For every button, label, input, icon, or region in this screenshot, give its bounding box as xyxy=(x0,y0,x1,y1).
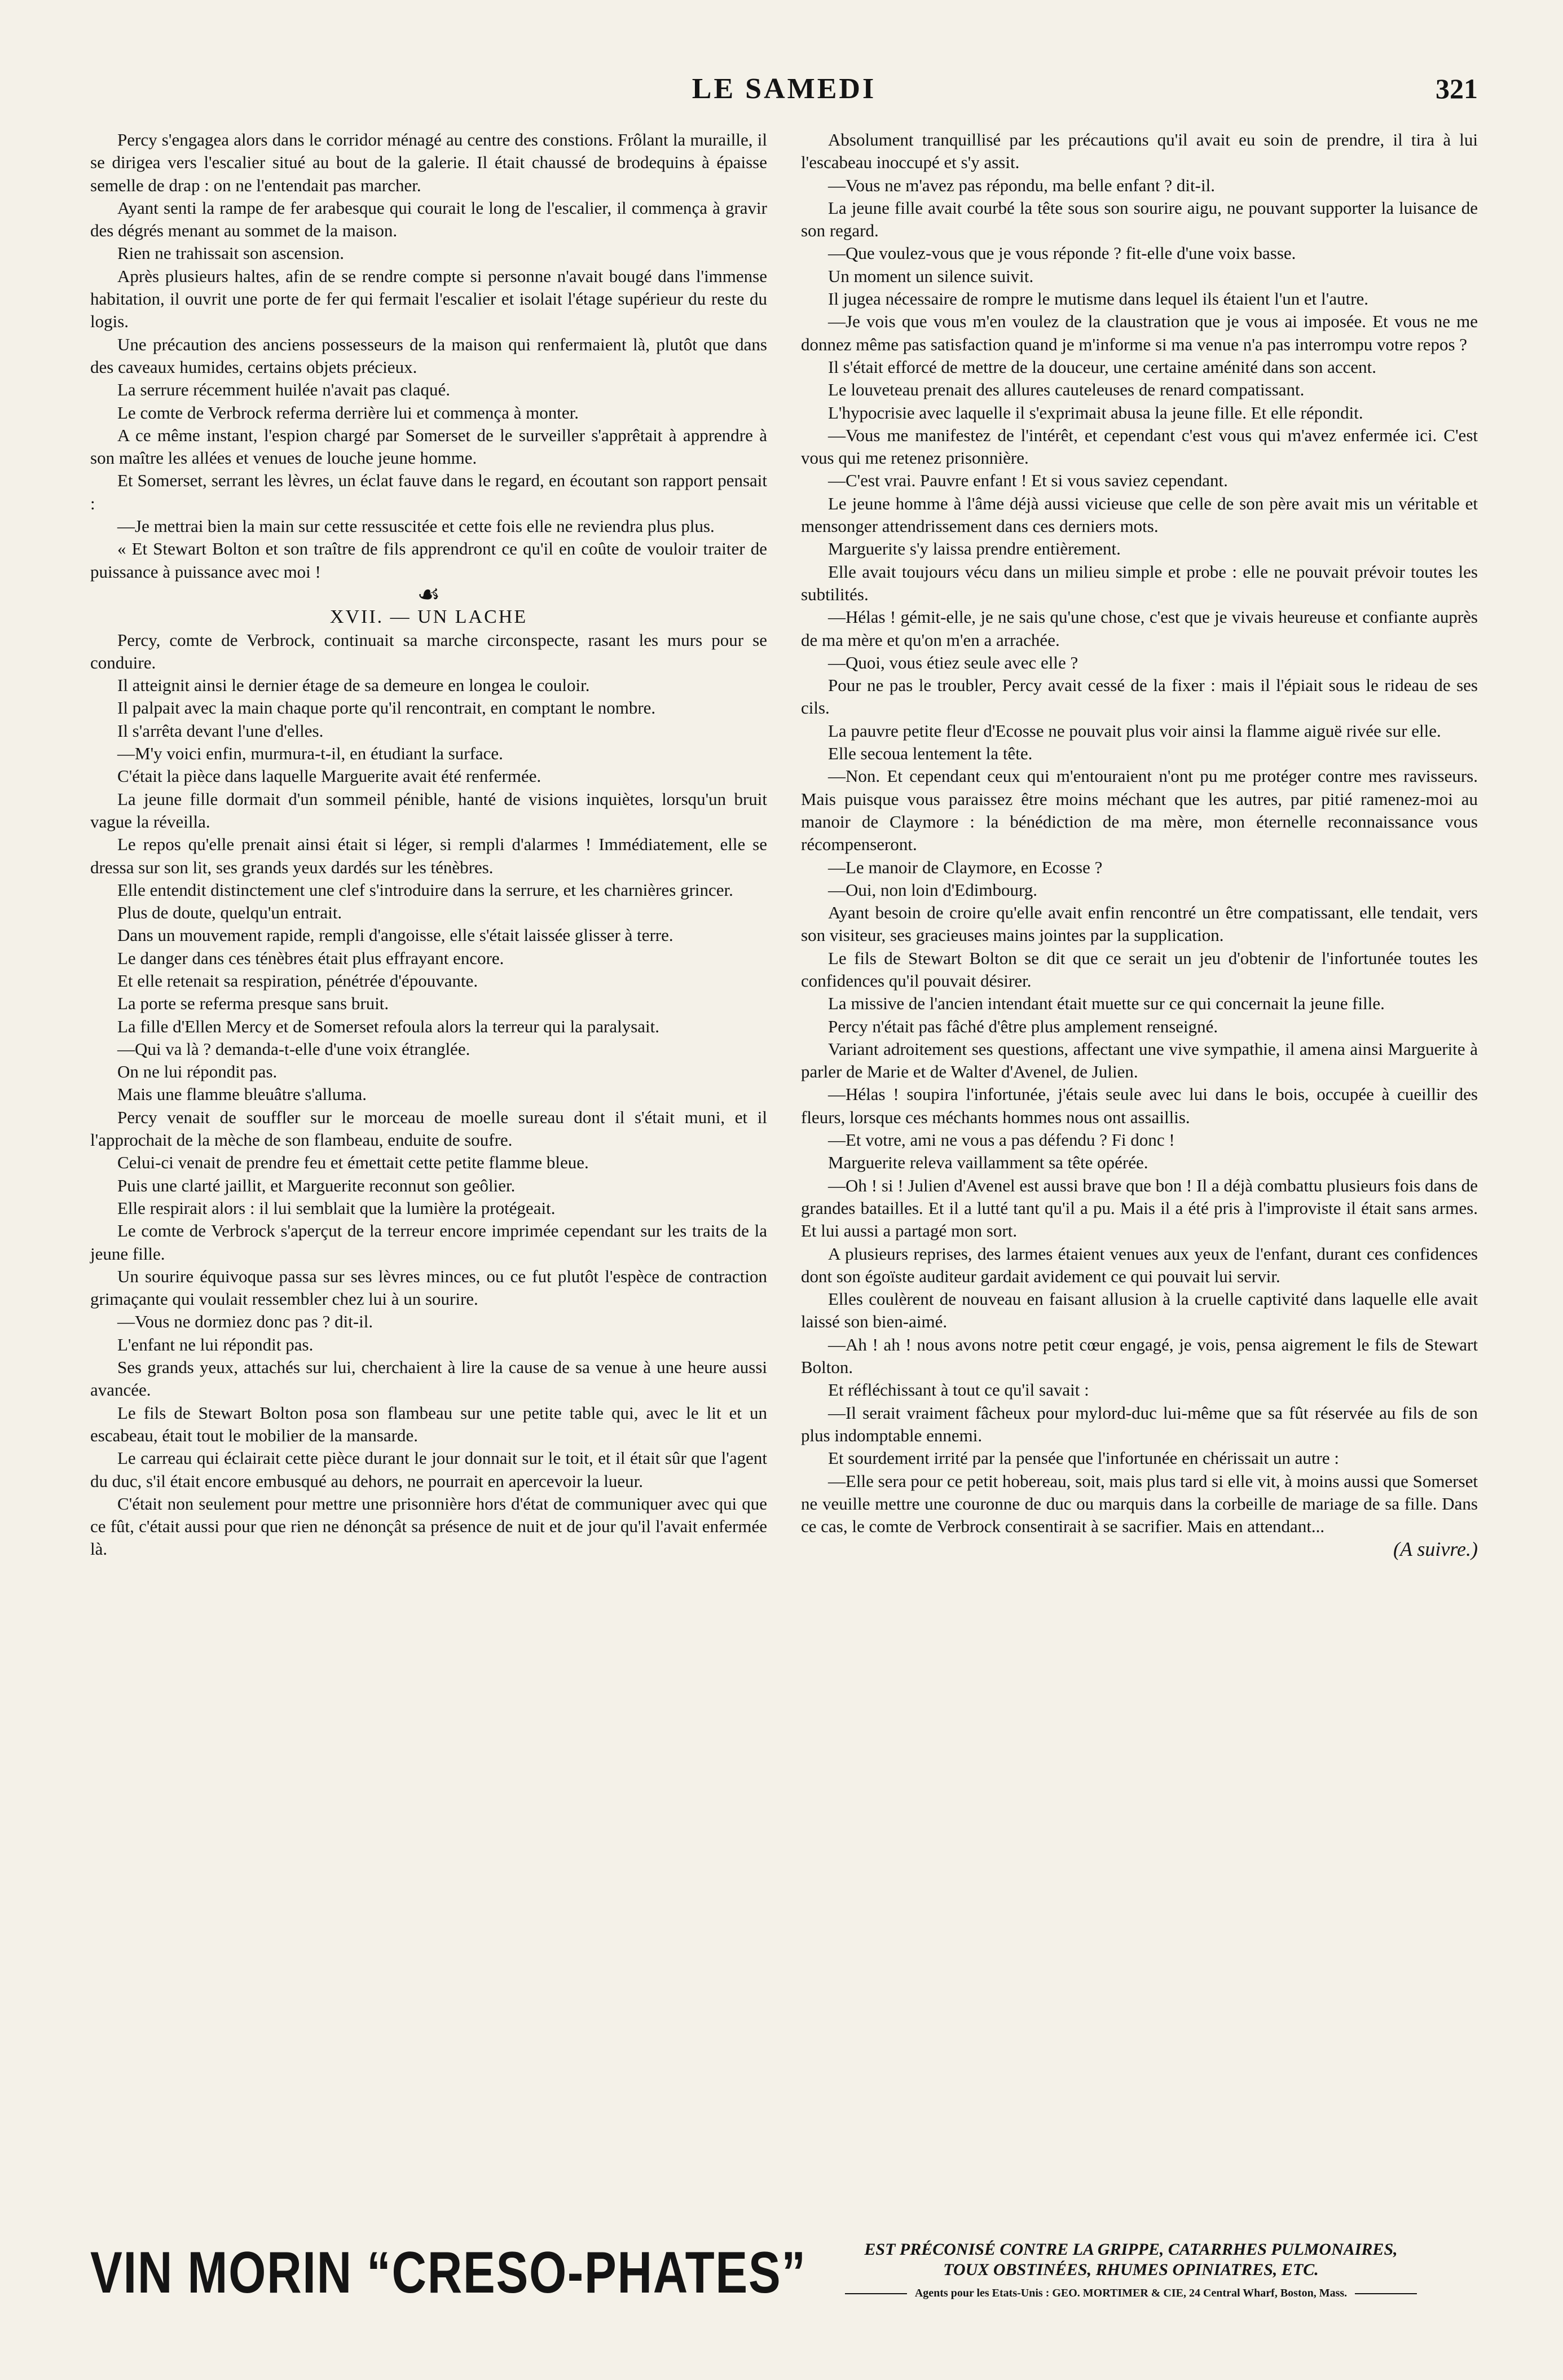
paragraph: —Elle sera pour ce petit hobereau, soit, mais plus tard si elle vit, à moins aussi que Somerset ne veuille mettre une couronne de duc ou marquis dans la corbeille de mariage de sa fille. Dans ce cas, le comte de Verbrock consentirait à se sacrifier. Mais en attendant... xyxy=(801,1471,1478,1537)
paragraph: Elle entendit distinctement une clef s'introduire dans la serrure, et les charnières grincer. xyxy=(117,879,733,900)
paragraph: Puis une clarté jaillit, et Marguerite reconnut son geôlier. xyxy=(117,1175,516,1195)
paragraph: La pauvre petite fleur d'Ecosse ne pouvait plus voir ainsi la flamme aiguë rivée sur elle. xyxy=(828,720,1441,741)
paragraph: Elle avait toujours vécu dans un milieu simple et probe : elle ne pouvait prévoir toutes les subtilités. xyxy=(801,561,1478,604)
paragraph: Percy n'était pas fâché d'être plus amplement renseigné. xyxy=(828,1016,1218,1036)
paragraph: Elle secoua lentement la tête. xyxy=(828,744,1033,764)
paragraph: —Et votre, ami ne vous a pas défendu ? Fi donc ! xyxy=(828,1130,1175,1150)
paragraph: On ne lui répondit pas. xyxy=(117,1062,278,1082)
paragraph: —M'y voici enfin, murmura-t-il, en étudiant la surface. xyxy=(117,744,503,764)
paragraph: Après plusieurs haltes, afin de se rendre compte si personne n'avait bougé dans l'immense habitation, il ouvrit une porte de fer qui fermait l'escalier et isolait l'étage supérieur du reste du logis. xyxy=(90,266,767,332)
paragraph: La jeune fille avait courbé la tête sous son sourire aigu, ne pouvant supporter la luisance de son regard. xyxy=(801,197,1478,241)
paragraph: —Qui va là ? demanda-t-elle d'une voix étranglée. xyxy=(117,1039,470,1059)
paragraph: L'hypocrisie avec laquelle il s'exprimait abusa la jeune fille. Et elle répondit. xyxy=(828,402,1363,423)
paragraph: —Hélas ! gémit-elle, je ne sais qu'une chose, c'est que je vivais heureuse et confiante auprès de ma mère et qu'on m'en a arrachée. xyxy=(801,607,1478,650)
ornament-icon: ☙ xyxy=(417,579,441,609)
paragraph: Le fils de Stewart Bolton se dit que ce serait un jeu d'obtenir de l'infortunée toutes les confidences qu'il pouvait désirer. xyxy=(801,948,1478,991)
paragraph: Et sourdement irrité par la pensée que l'infortunée en chérissait un autre : xyxy=(828,1448,1339,1468)
paragraph: Un sourire équivoque passa sur ses lèvres minces, ou ce fut plutôt l'espèce de contraction grimaçante qui voulait ressembler chez lui à un sourire. xyxy=(90,1266,767,1309)
paragraph: Le repos qu'elle prenait ainsi était si léger, si rempli d'alarmes ! Immédiatement, elle se dressa sur son lit, ses grands yeux dardés sur les ténèbres. xyxy=(90,834,767,877)
ad-slogan-line-1: EST PRÉCONISÉ CONTRE LA GRIPPE, CATARRHES PULMONAIRES, xyxy=(864,2240,1398,2259)
ad-slogan xyxy=(784,2240,1478,2280)
left-column-text-before-chapter xyxy=(90,129,767,583)
paragraph: Il palpait avec la main chaque porte qu'il rencontrait, en comptant le nombre. xyxy=(117,698,656,718)
paragraph: Il jugea nécessaire de rompre le mutisme dans lequel ils étaient l'un et l'autre. xyxy=(828,289,1369,309)
publication-title: LE SAMEDI xyxy=(692,73,877,105)
paragraph: Il s'était efforcé de mettre de la douceur, une certaine aménité dans son accent. xyxy=(828,357,1377,377)
paragraph: Percy s'engagea alors dans le corridor ménagé au centre des constions. Frôlant la muraille, il se dirigea vers l'escalier situé au bout de la galerie. Il était chaussé de brodequins à épaisse semelle de drap : on ne l'entendait pas marcher. xyxy=(90,130,767,195)
paragraph: A ce même instant, l'espion chargé par Somerset de le surveiller s'apprêtait à apprendre à son maître les allées et venues de louche jeune homme. xyxy=(90,425,767,468)
paragraph: Celui-ci venait de prendre feu et émettait cette petite flamme bleue. xyxy=(117,1152,589,1173)
paragraph: Elles coulèrent de nouveau en faisant allusion à la cruelle captivité dans laquelle elle avait laissé son bien-aimé. xyxy=(801,1289,1478,1332)
paragraph: Elle respirait alors : il lui semblait que la lumière la protégeait. xyxy=(117,1198,556,1218)
paragraph: Il atteignit ainsi le dernier étage de sa demeure en longea le couloir. xyxy=(117,675,590,696)
paragraph: —Vous ne m'avez pas répondu, ma belle enfant ? dit-il. xyxy=(828,175,1215,195)
paragraph: —Non. Et cependant ceux qui m'entouraient n'ont pu me protéger contre mes ravisseurs. Mais puisque vous paraissez être moins méchant que les autres, par pitié ramenez-moi au manoir de Claymore : la bénédiction de ma mère, mon éternelle reconnaissance vous récompenseront. xyxy=(801,766,1478,855)
paragraph: La fille d'Ellen Mercy et de Somerset refoula alors la terreur qui la paralysait. xyxy=(117,1016,660,1036)
paragraph: Un moment un silence suivit. xyxy=(828,266,1034,286)
paragraph: —Vous me manifestez de l'intérêt, et cependant c'est vous qui m'avez enfermée ici. C'est vous qui me retenez prisonnière. xyxy=(801,425,1478,468)
paragraph: Il s'arrêta devant l'une d'elles. xyxy=(117,720,324,741)
paragraph: —Je mettrai bien la main sur cette ressuscitée et cette fois elle ne reviendra plus plus. xyxy=(117,516,715,536)
paragraph: L'enfant ne lui répondit pas. xyxy=(117,1334,314,1354)
paragraph: —Il serait vraiment fâcheux pour mylord-duc lui-même que sa fût réservée au fils de son plus indomptable ennemi. xyxy=(801,1402,1478,1445)
ad-agents: Agents pour les Etats-Unis : GEO. MORTIMER & CIE, 24 Central Wharf, Boston, Mass. xyxy=(784,2287,1478,2300)
paragraph: —Quoi, vous étiez seule avec elle ? xyxy=(828,652,1078,672)
paragraph: Le louveteau prenait des allures cauteleuses de renard compatissant. xyxy=(828,380,1305,400)
paragraph: La jeune fille dormait d'un sommeil pénible, hanté de visions inquiètes, lorsqu'un bruit vague la réveilla. xyxy=(90,789,767,832)
paragraph: —Le manoir de Claymore, en Ecosse ? xyxy=(828,857,1103,877)
paragraph: Le comte de Verbrock referma derrière lui et commença à monter. xyxy=(117,402,579,423)
paragraph: Le fils de Stewart Bolton posa son flambeau sur une petite table qui, avec le lit et un escabeau, était tout le mobilier de la mansarde. xyxy=(90,1402,767,1445)
paragraph: Mais une flamme bleuâtre s'alluma. xyxy=(117,1084,367,1105)
paragraph: La missive de l'ancien intendant était muette sur ce qui concernait la jeune fille. xyxy=(828,993,1385,1014)
ad-brand: VIN MORIN “CRESO-PHATES” xyxy=(90,2240,807,2306)
paragraph: Le jeune homme à l'âme déjà aussi vicieuse que celle de son père avait mis un véritable et mensonger attendrissement dans ces derniers mots. xyxy=(801,493,1478,536)
paragraph: « Et Stewart Bolton et son traître de fils apprendront ce qu'il en coûte de vouloir traiter de puissance à puissance avec moi ! xyxy=(90,539,767,582)
paragraph: —Oh ! si ! Julien d'Avenel est aussi brave que bon ! Il a déjà combattu plusieurs fois dans de grandes batailles. Et il a lutté tant qu'il a pu. Mais il a été pris à l'improviste il était sans armes. Et lui aussi a partagé mon sort. xyxy=(801,1175,1478,1241)
paragraph: A plusieurs reprises, des larmes étaient venues aux yeux de l'enfant, durant ces confidences dont son égoïste auditeur gardait avidement ce qui pouvait lui servir. xyxy=(801,1243,1478,1286)
paragraph: Plus de doute, quelqu'un entrait. xyxy=(117,903,342,923)
paragraph: La serrure récemment huilée n'avait pas claqué. xyxy=(117,380,450,400)
paragraph: —Vous ne dormiez donc pas ? dit-il. xyxy=(117,1312,373,1332)
page-number: 321 xyxy=(1436,73,1478,104)
to-be-continued: (A suivre.) xyxy=(1393,1538,1478,1561)
paragraph: Ses grands yeux, attachés sur lui, cherchaient à lire la cause de sa venue à une heure aussi avancée. xyxy=(90,1357,767,1400)
right-column-text xyxy=(801,129,1478,1538)
left-column-text-after-chapter xyxy=(90,629,767,1561)
paragraph: Pour ne pas le troubler, Percy avait cessé de la fixer : mais il l'épiait sous le rideau de ses cils. xyxy=(801,675,1478,718)
paragraph: Dans un mouvement rapide, rempli d'angoisse, elle s'était laissée glisser à terre. xyxy=(117,925,673,945)
paragraph: Ayant senti la rampe de fer arabesque qui courait le long de l'escalier, il commença à gravir des dégrés menant au sommet de la maison. xyxy=(90,197,767,241)
paragraph: —C'est vrai. Pauvre enfant ! Et si vous saviez cependant. xyxy=(828,470,1228,491)
page-header xyxy=(90,72,1478,112)
paragraph: Marguerite s'y laissa prendre entièrement. xyxy=(828,539,1121,559)
paragraph: —Je vois que vous m'en voulez de la claustration que je vous ai imposée. Et vous ne me donnez même pas satisfaction quand je m'informe si ma venue n'a pas interrompu votre repos ? xyxy=(801,311,1478,354)
paragraph: Le carreau qui éclairait cette pièce durant le jour donnait sur le toit, et il était sûr que l'agent du duc, s'il était encore embusqué au dehors, ne pourrait en apercevoir la lueur. xyxy=(90,1448,767,1491)
paragraph: Marguerite releva vaillamment sa tête opérée. xyxy=(828,1152,1148,1173)
advertisement xyxy=(90,2240,1478,2313)
paragraph: —Hélas ! soupira l'infortunée, j'étais seule avec lui dans le bois, occupée à cueillir des fleurs, lorsque ces méchants hommes nous ont assaillis. xyxy=(801,1084,1478,1127)
paragraph: Variant adroitement ses questions, affectant une vive sympathie, il amena ainsi Marguerite à parler de Marie et de Walter d'Avenel, de Julien. xyxy=(801,1039,1478,1082)
paragraph: Et Somerset, serrant les lèvres, un éclat fauve dans le regard, en écoutant son rapport pensait : xyxy=(90,470,767,513)
paragraph: Rien ne trahissait son ascension. xyxy=(117,243,345,263)
chapter-heading: XVII. — UN LACHE xyxy=(329,606,528,628)
ad-slogan-line-2: TOUX OBSTINÉES, RHUMES OPINIATRES, ETC. xyxy=(943,2260,1319,2279)
paragraph: Ayant besoin de croire qu'elle avait enfin rencontré un être compatissant, elle tendait, vers son visiteur, ses gracieuses mains jointes par la supplication. xyxy=(801,903,1478,945)
paragraph: Percy, comte de Verbrock, continuait sa marche circonspecte, rasant les murs pour se conduire. xyxy=(90,630,767,672)
paragraph: La porte se referma presque sans bruit. xyxy=(117,993,389,1014)
paragraph: Et elle retenait sa respiration, pénétrée d'épouvante. xyxy=(117,970,478,991)
paragraph: —Que voulez-vous que je vous réponde ? fit-elle d'une voix basse. xyxy=(828,243,1296,263)
right-column xyxy=(801,129,1478,1561)
paragraph: —Oui, non loin d'Edimbourg. xyxy=(828,879,1037,900)
paragraph: Absolument tranquillisé par les précautions qu'il avait eu soin de prendre, il tira à lui l'escabeau inoccupé et s'y assit. xyxy=(801,130,1478,173)
paragraph: Le comte de Verbrock s'aperçut de la terreur encore imprimée cependant sur les traits de la jeune fille. xyxy=(90,1221,767,1264)
paragraph: C'était non seulement pour mettre une prisonnière hors d'état de communiquer avec qui que ce fût, c'était aussi pour que rien ne dénonçât sa présence de nuit et de jour qu'il l'avait enfermée là. xyxy=(90,1493,767,1559)
paragraph: Une précaution des anciens possesseurs de la maison qui renfermaient là, plutôt que dans des caveaux humides, certains objets précieux. xyxy=(90,334,767,377)
paragraph: —Ah ! ah ! nous avons notre petit cœur engagé, je vois, pensa aigrement le fils de Stewart Bolton. xyxy=(801,1334,1478,1378)
paragraph: Percy venait de souffler sur le morceau de moelle sureau dont il s'était muni, et il l'approchait de la mèche de son flambeau, enduite de soufre. xyxy=(90,1107,767,1150)
left-column xyxy=(90,129,767,1561)
paragraph: C'était la pièce dans laquelle Marguerite avait été renfermée. xyxy=(117,766,541,786)
paragraph: Le danger dans ces ténèbres était plus effrayant encore. xyxy=(117,948,504,968)
paragraph: Et réfléchissant à tout ce qu'il savait : xyxy=(828,1380,1089,1400)
